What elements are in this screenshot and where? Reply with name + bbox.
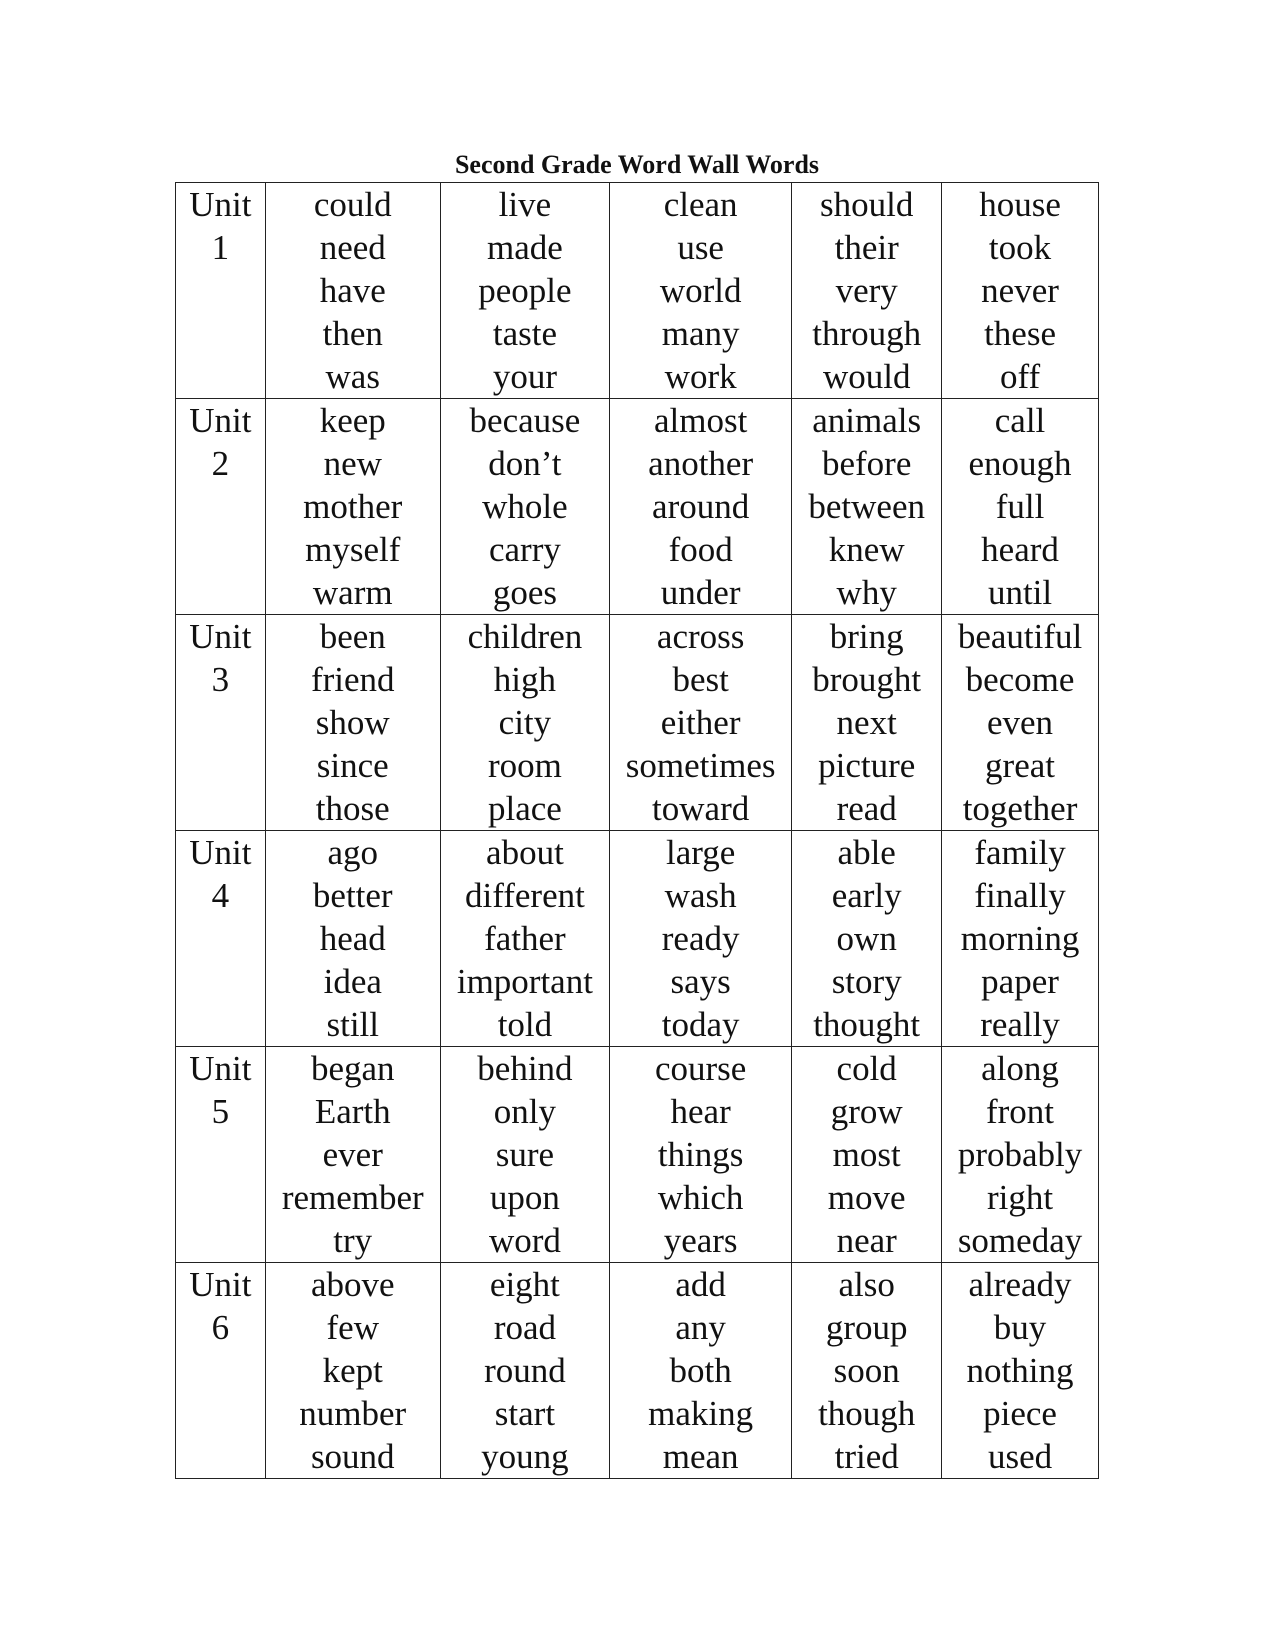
word: only bbox=[493, 1092, 557, 1131]
word: story bbox=[831, 962, 902, 1001]
unit-number: 2 bbox=[211, 444, 230, 483]
unit-row bbox=[176, 183, 1099, 399]
unit-label-cell bbox=[176, 1263, 266, 1479]
word: took bbox=[988, 228, 1052, 267]
word: making bbox=[648, 1394, 754, 1433]
word: across bbox=[656, 617, 745, 656]
word: also bbox=[838, 1265, 895, 1304]
word: call bbox=[994, 401, 1046, 440]
word: able bbox=[837, 833, 896, 872]
word: carry bbox=[488, 530, 561, 569]
word: important bbox=[456, 962, 593, 1001]
word: better bbox=[312, 876, 393, 915]
word: show bbox=[315, 703, 390, 742]
word: add bbox=[675, 1265, 726, 1304]
word: been bbox=[319, 617, 386, 656]
word: things bbox=[657, 1135, 744, 1174]
unit-row bbox=[176, 1263, 1099, 1479]
unit-row bbox=[176, 831, 1099, 1047]
word: toward bbox=[652, 789, 750, 828]
word: live bbox=[498, 185, 552, 224]
word: someday bbox=[957, 1221, 1083, 1260]
word-cell bbox=[440, 831, 609, 1047]
word: which bbox=[657, 1178, 744, 1217]
word-cell bbox=[942, 399, 1099, 615]
word: early bbox=[831, 876, 902, 915]
word: though bbox=[818, 1394, 916, 1433]
word: great bbox=[985, 746, 1055, 785]
word-cell bbox=[265, 1047, 440, 1263]
word: group bbox=[825, 1308, 908, 1347]
word: was bbox=[325, 357, 380, 396]
word: why bbox=[836, 573, 897, 612]
word-cell bbox=[265, 831, 440, 1047]
word: best bbox=[672, 660, 729, 699]
word: road bbox=[493, 1308, 557, 1347]
word: already bbox=[968, 1265, 1072, 1304]
word: food bbox=[668, 530, 733, 569]
word-cell bbox=[265, 615, 440, 831]
word: between bbox=[808, 487, 925, 526]
word: whole bbox=[482, 487, 568, 526]
word-cell bbox=[609, 183, 791, 399]
word: soon bbox=[833, 1351, 900, 1390]
word: mother bbox=[303, 487, 403, 526]
word: since bbox=[316, 746, 389, 785]
word-cell bbox=[265, 183, 440, 399]
word: then bbox=[322, 314, 383, 353]
word: near bbox=[836, 1221, 897, 1260]
word-cell bbox=[792, 1047, 942, 1263]
unit-label: Unit bbox=[189, 833, 252, 872]
word: because bbox=[469, 401, 581, 440]
word: both bbox=[669, 1351, 732, 1390]
word: own bbox=[836, 919, 897, 958]
unit-number: 1 bbox=[211, 228, 230, 267]
word: right bbox=[986, 1178, 1054, 1217]
word: ever bbox=[322, 1135, 383, 1174]
word: young bbox=[481, 1437, 569, 1476]
word: clean bbox=[663, 185, 738, 224]
word: try bbox=[333, 1221, 373, 1260]
word-cell bbox=[942, 1263, 1099, 1479]
word: kept bbox=[322, 1351, 383, 1390]
word: morning bbox=[960, 919, 1080, 958]
word: new bbox=[323, 444, 382, 483]
word: world bbox=[659, 271, 742, 310]
unit-label-cell bbox=[176, 1047, 266, 1263]
word: people bbox=[478, 271, 572, 310]
unit-row bbox=[176, 1047, 1099, 1263]
word: cold bbox=[836, 1049, 897, 1088]
word: almost bbox=[653, 401, 748, 440]
word: city bbox=[498, 703, 552, 742]
word: upon bbox=[489, 1178, 560, 1217]
word: beautiful bbox=[957, 617, 1083, 656]
word: off bbox=[999, 357, 1041, 396]
word-cell bbox=[942, 1047, 1099, 1263]
word: course bbox=[654, 1049, 747, 1088]
unit-label-cell bbox=[176, 831, 266, 1047]
word: behind bbox=[477, 1049, 573, 1088]
word-cell bbox=[942, 831, 1099, 1047]
word: either bbox=[660, 703, 741, 742]
word: use bbox=[677, 228, 724, 267]
word: eight bbox=[489, 1265, 560, 1304]
word: work bbox=[664, 357, 737, 396]
word: start bbox=[494, 1394, 556, 1433]
word: these bbox=[984, 314, 1056, 353]
word: don’t bbox=[488, 444, 562, 483]
word: could bbox=[313, 185, 392, 224]
word: house bbox=[979, 185, 1061, 224]
word: knew bbox=[828, 530, 905, 569]
word: keep bbox=[319, 401, 386, 440]
unit-row bbox=[176, 615, 1099, 831]
word: ready bbox=[661, 919, 740, 958]
word: move bbox=[827, 1178, 906, 1217]
word: probably bbox=[957, 1135, 1083, 1174]
word: years bbox=[663, 1221, 738, 1260]
unit-label: Unit bbox=[189, 617, 252, 656]
unit-label: Unit bbox=[189, 1049, 252, 1088]
word: finally bbox=[974, 876, 1066, 915]
word: goes bbox=[492, 573, 557, 612]
page-title: Second Grade Word Wall Words bbox=[454, 150, 820, 179]
word: told bbox=[497, 1005, 553, 1044]
word: enough bbox=[968, 444, 1072, 483]
unit-label-cell bbox=[176, 399, 266, 615]
unit-label: Unit bbox=[189, 185, 252, 224]
word: made bbox=[487, 228, 563, 267]
word: under bbox=[660, 573, 741, 612]
unit-label-cell bbox=[176, 183, 266, 399]
unit-label: Unit bbox=[189, 401, 252, 440]
word-cell bbox=[792, 399, 942, 615]
word: your bbox=[492, 357, 557, 396]
unit-label-cell bbox=[176, 615, 266, 831]
word: tried bbox=[834, 1437, 899, 1476]
word-cell bbox=[792, 615, 942, 831]
unit-number: 3 bbox=[211, 660, 230, 699]
word: paper bbox=[981, 962, 1059, 1001]
word-cell bbox=[609, 1047, 791, 1263]
word-cell bbox=[440, 183, 609, 399]
word: children bbox=[467, 617, 583, 656]
word-cell bbox=[609, 399, 791, 615]
word-cell bbox=[440, 1047, 609, 1263]
word: ago bbox=[327, 833, 379, 872]
word-cell bbox=[265, 1263, 440, 1479]
word: until bbox=[987, 573, 1053, 612]
word: heard bbox=[981, 530, 1059, 569]
word: room bbox=[487, 746, 562, 785]
unit-number: 5 bbox=[211, 1092, 230, 1131]
word: next bbox=[836, 703, 897, 742]
word: round bbox=[484, 1351, 566, 1390]
word-wall-body bbox=[176, 183, 1099, 1479]
word: today bbox=[661, 1005, 740, 1044]
word: high bbox=[493, 660, 557, 699]
word: through bbox=[812, 314, 922, 353]
word: myself bbox=[305, 530, 401, 569]
word: thought bbox=[813, 1005, 921, 1044]
word: full bbox=[995, 487, 1045, 526]
word: those bbox=[315, 789, 390, 828]
word: sometimes bbox=[625, 746, 776, 785]
word: large bbox=[665, 833, 736, 872]
word: word bbox=[488, 1221, 561, 1260]
word-cell bbox=[942, 615, 1099, 831]
word: idea bbox=[323, 962, 382, 1001]
word: really bbox=[980, 1005, 1060, 1044]
unit-label: Unit bbox=[189, 1265, 252, 1304]
word: head bbox=[319, 919, 386, 958]
word: used bbox=[987, 1437, 1053, 1476]
word: friend bbox=[310, 660, 395, 699]
word: become bbox=[965, 660, 1075, 699]
word: remember bbox=[281, 1178, 424, 1217]
word: picture bbox=[818, 746, 916, 785]
word: Earth bbox=[314, 1092, 391, 1131]
word: began bbox=[310, 1049, 395, 1088]
word: taste bbox=[492, 314, 557, 353]
word-wall-table bbox=[175, 182, 1099, 1479]
word: bring bbox=[829, 617, 904, 656]
word: father bbox=[484, 919, 566, 958]
word-cell bbox=[942, 183, 1099, 399]
word: sure bbox=[495, 1135, 555, 1174]
word: would bbox=[822, 357, 911, 396]
word: their bbox=[834, 228, 899, 267]
word: should bbox=[820, 185, 914, 224]
word-cell bbox=[440, 1263, 609, 1479]
word: piece bbox=[983, 1394, 1057, 1433]
word: nothing bbox=[966, 1351, 1074, 1390]
word: very bbox=[835, 271, 898, 310]
word: wash bbox=[664, 876, 737, 915]
word: another bbox=[648, 444, 754, 483]
unit-number: 4 bbox=[211, 876, 230, 915]
word: grow bbox=[830, 1092, 903, 1131]
word: together bbox=[962, 789, 1078, 828]
word-cell bbox=[440, 399, 609, 615]
word: any bbox=[675, 1308, 726, 1347]
word: many bbox=[661, 314, 740, 353]
word: sound bbox=[310, 1437, 395, 1476]
word: brought bbox=[812, 660, 922, 699]
word: read bbox=[836, 789, 897, 828]
word: few bbox=[326, 1308, 379, 1347]
word-cell bbox=[792, 1263, 942, 1479]
word: hear bbox=[670, 1092, 731, 1131]
word: family bbox=[974, 833, 1066, 872]
word: along bbox=[981, 1049, 1059, 1088]
word-cell bbox=[609, 615, 791, 831]
word: still bbox=[326, 1005, 380, 1044]
word: around bbox=[652, 487, 750, 526]
word: different bbox=[464, 876, 585, 915]
word: about bbox=[486, 833, 564, 872]
word-cell bbox=[792, 831, 942, 1047]
word: have bbox=[319, 271, 386, 310]
word: even bbox=[986, 703, 1054, 742]
word: buy bbox=[993, 1308, 1047, 1347]
word-cell bbox=[792, 183, 942, 399]
word: animals bbox=[812, 401, 922, 440]
word: warm bbox=[312, 573, 393, 612]
word-cell bbox=[609, 831, 791, 1047]
word: most bbox=[832, 1135, 901, 1174]
word: before bbox=[821, 444, 912, 483]
word-cell bbox=[609, 1263, 791, 1479]
word-cell bbox=[265, 399, 440, 615]
unit-number: 6 bbox=[211, 1308, 230, 1347]
word-cell bbox=[440, 615, 609, 831]
word: place bbox=[488, 789, 562, 828]
word: need bbox=[319, 228, 386, 267]
word: never bbox=[981, 271, 1059, 310]
word: above bbox=[310, 1265, 395, 1304]
word: number bbox=[299, 1394, 407, 1433]
word: mean bbox=[662, 1437, 739, 1476]
word: says bbox=[670, 962, 731, 1001]
unit-row bbox=[176, 399, 1099, 615]
word: front bbox=[986, 1092, 1055, 1131]
